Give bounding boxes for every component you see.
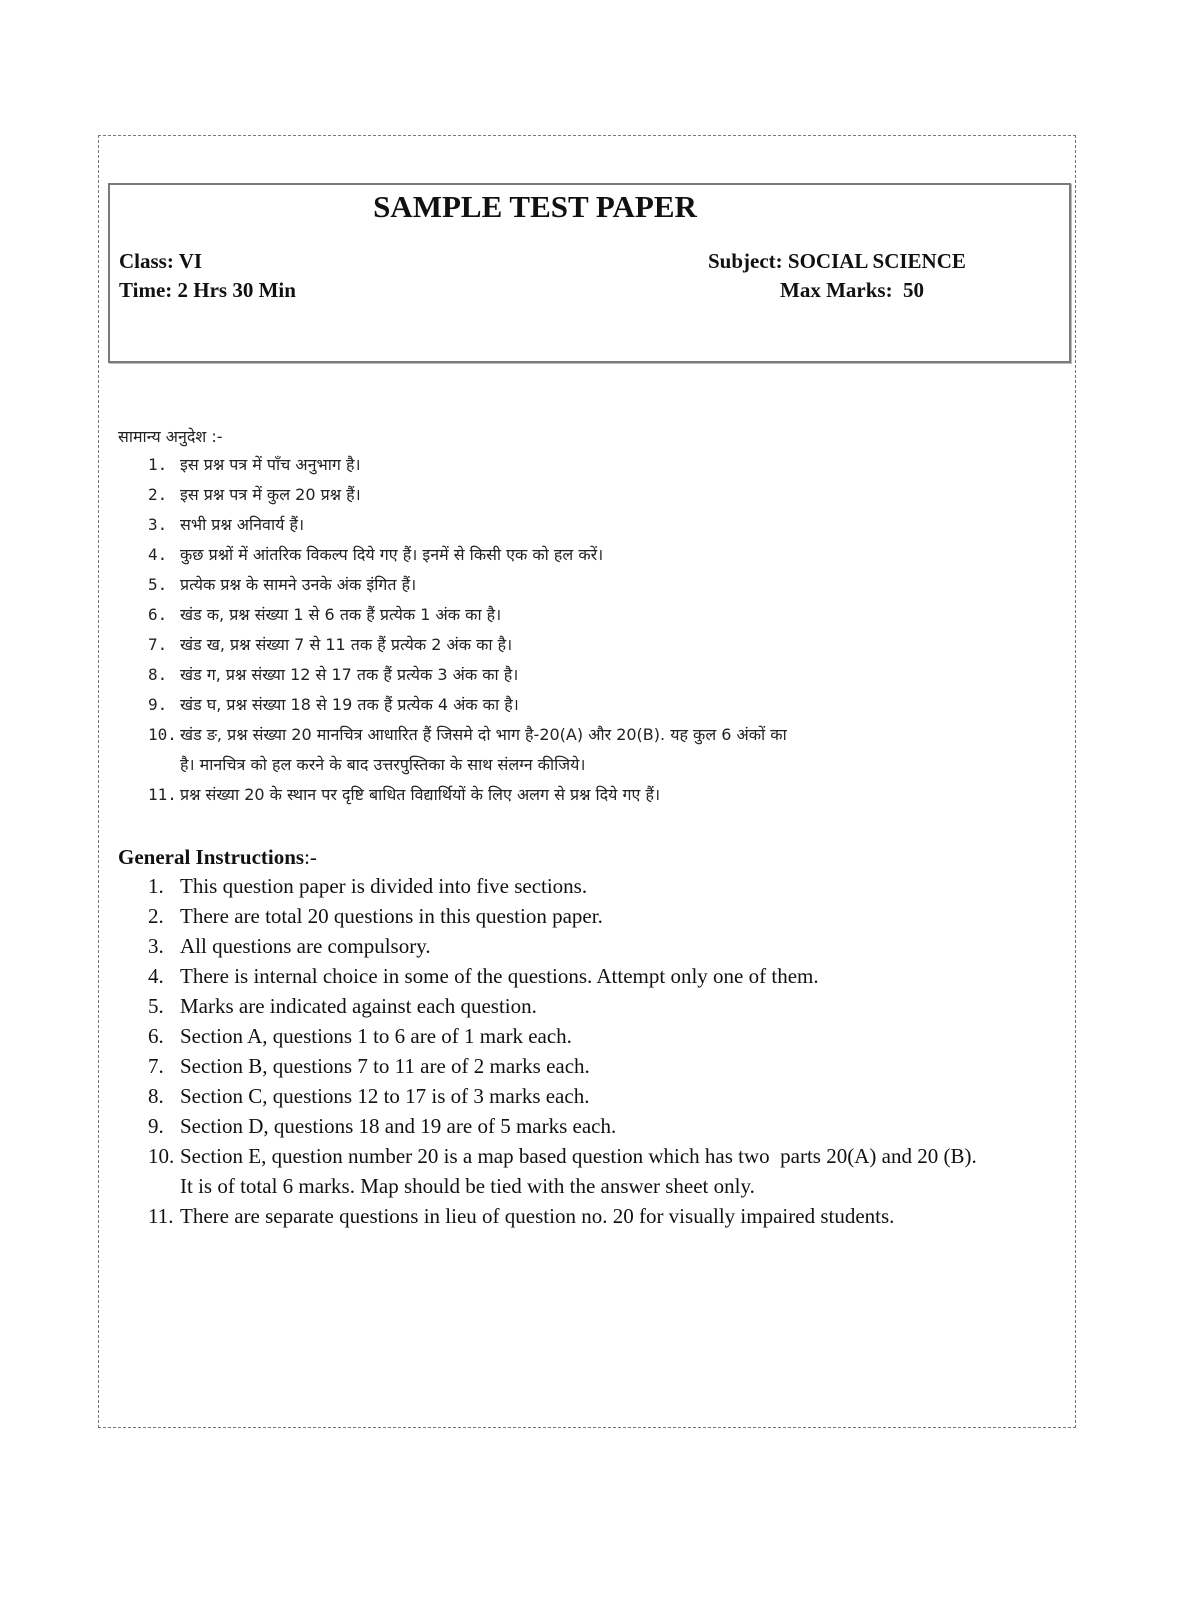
item-number: 8. xyxy=(148,1084,164,1108)
item-text: इस प्रश्न पत्र में पाँच अनुभाग है। xyxy=(180,455,361,474)
list-item xyxy=(118,540,787,570)
item-text: Section D, questions 18 and 19 are of 5 marks each. xyxy=(180,1114,617,1138)
item-number: 5. xyxy=(148,575,168,594)
general-instructions xyxy=(118,843,977,1231)
item-text: कुछ प्रश्नों में आंतरिक विकल्प दिये गए हैं। इनमें से किसी एक को हल करें। xyxy=(180,545,604,564)
list-item xyxy=(118,901,977,931)
item-text: खंड घ, प्रश्न संख्या 18 से 19 तक हैं प्रत्येक 4 अंक का है। xyxy=(180,695,519,714)
list-item xyxy=(118,690,787,720)
item-text: There are total 20 questions in this question paper. xyxy=(180,904,603,928)
item-number: 10. xyxy=(148,1144,175,1168)
item-text-continued: है। मानचित्र को हल करने के बाद उत्तरपुस्तिका के साथ संलग्न कीजिये। xyxy=(180,755,586,774)
item-text: Section C, questions 12 to 17 is of 3 marks each. xyxy=(180,1084,590,1108)
list-item xyxy=(118,871,977,901)
item-number: 10. xyxy=(148,725,177,744)
item-number: 8. xyxy=(148,665,168,684)
item-text: Section B, questions 7 to 11 are of 2 marks each. xyxy=(180,1054,590,1078)
item-number: 6. xyxy=(148,1024,164,1048)
item-number: 3. xyxy=(148,934,164,958)
hindi-instructions-heading: सामान्य अनुदेश :- xyxy=(118,427,223,446)
list-item xyxy=(118,1051,977,1081)
item-text: Section A, questions 1 to 6 are of 1 mark each. xyxy=(180,1024,572,1048)
list-item xyxy=(118,720,787,780)
item-number: 2. xyxy=(148,904,164,928)
item-text: There are separate questions in lieu of question no. 20 for visually impaired students. xyxy=(180,1204,895,1228)
item-number: 7. xyxy=(148,635,168,654)
item-number: 1. xyxy=(148,455,168,474)
list-item xyxy=(118,1111,977,1141)
item-text: This question paper is divided into five sections. xyxy=(180,874,588,898)
list-item xyxy=(118,1021,977,1051)
class-label: Class: VI xyxy=(119,249,203,273)
item-text: खंड ख, प्रश्न संख्या 7 से 11 तक हैं प्रत्येक 2 अंक का है। xyxy=(180,635,513,654)
list-item xyxy=(118,1081,977,1111)
item-number: 2. xyxy=(148,485,168,504)
time-label: Time: 2 Hrs 30 Min xyxy=(119,278,296,302)
item-number: 4. xyxy=(148,964,164,988)
list-item xyxy=(118,1141,977,1201)
heading-text: General Instructions xyxy=(118,845,305,869)
list-item xyxy=(118,1201,977,1231)
item-text: All questions are compulsory. xyxy=(180,934,431,958)
item-text: Section E, question number 20 is a map based question which has two parts 20(A) and 20 (B). xyxy=(180,1144,977,1168)
list-item xyxy=(118,480,787,510)
item-number: 7. xyxy=(148,1054,164,1078)
list-item xyxy=(118,931,977,961)
hindi-instructions-list xyxy=(118,450,787,810)
max-marks-label: Max Marks: 50 xyxy=(780,278,925,302)
list-item xyxy=(118,991,977,1021)
item-text: सभी प्रश्न अनिवार्य हैं। xyxy=(180,515,305,534)
item-number: 3. xyxy=(148,515,168,534)
item-number: 1. xyxy=(148,874,164,898)
item-text: प्रत्येक प्रश्न के सामने उनके अंक इंगित हैं। xyxy=(180,575,417,594)
item-number: 5. xyxy=(148,994,164,1018)
item-number: 6. xyxy=(148,605,168,624)
header-box xyxy=(108,183,1071,363)
item-text: खंड ङ, प्रश्न संख्या 20 मानचित्र आधारित हैं जिसमे दो भाग है-20(A) और 20(B). यह कुल 6 अंकों का xyxy=(180,725,787,744)
item-text: Marks are indicated against each question. xyxy=(180,994,537,1018)
list-item xyxy=(118,570,787,600)
item-number: 11. xyxy=(148,1204,174,1228)
item-text: खंड क, प्रश्न संख्या 1 से 6 तक हैं प्रत्येक 1 अंक का है। xyxy=(180,605,502,624)
item-text: इस प्रश्न पत्र में कुल 20 प्रश्न हैं। xyxy=(180,485,361,504)
list-item xyxy=(118,780,787,810)
item-number: 9. xyxy=(148,695,168,714)
item-number: 11. xyxy=(148,785,177,804)
item-text: प्रश्न संख्या 20 के स्थान पर दृष्टि बाधित विद्यार्थियों के लिए अलग से प्रश्न दिये गए हैं। xyxy=(180,785,661,804)
hindi-instructions xyxy=(118,424,787,810)
general-instructions-list xyxy=(118,871,977,1231)
general-instructions-heading xyxy=(118,843,977,871)
heading-suffix: :- xyxy=(304,845,317,869)
list-item xyxy=(118,630,787,660)
list-item xyxy=(118,600,787,630)
page-title: SAMPLE TEST PAPER xyxy=(373,189,697,224)
item-number: 4. xyxy=(148,545,168,564)
list-item xyxy=(118,510,787,540)
list-item xyxy=(118,961,977,991)
list-item xyxy=(118,660,787,690)
item-number: 9. xyxy=(148,1114,164,1138)
item-text-continued: It is of total 6 marks. Map should be tied with the answer sheet only. xyxy=(180,1174,755,1198)
item-text: खंड ग, प्रश्न संख्या 12 से 17 तक हैं प्रत्येक 3 अंक का है। xyxy=(180,665,519,684)
subject-label: Subject: SOCIAL SCIENCE xyxy=(708,249,966,273)
list-item xyxy=(118,450,787,480)
item-text: There is internal choice in some of the questions. Attempt only one of them. xyxy=(180,964,819,988)
